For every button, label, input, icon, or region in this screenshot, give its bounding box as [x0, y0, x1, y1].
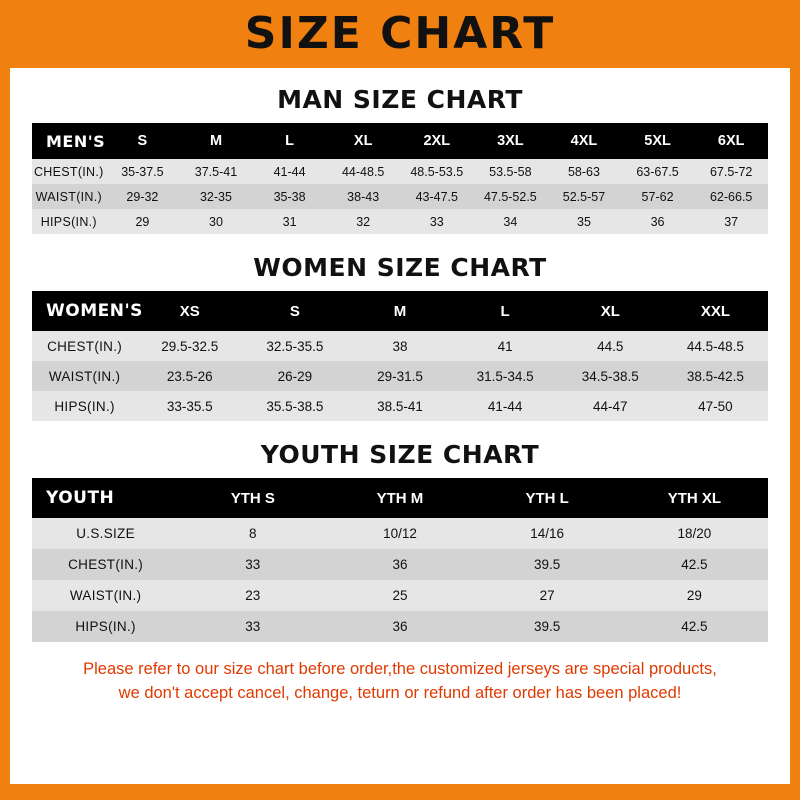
- footer-note-line2: we don't accept cancel, change, teturn or refund after order has been placed!: [118, 683, 682, 702]
- table-row: [32, 159, 768, 184]
- table-cell: 58-63: [567, 164, 600, 179]
- women-row-label-hips: HIPS(IN.): [54, 398, 115, 414]
- women-table-body: [32, 331, 768, 421]
- table-cell: 39.5: [534, 619, 561, 634]
- youth-col-s: YTH S: [230, 489, 275, 507]
- table-cell: 67.5-72: [709, 164, 753, 179]
- table-cell: 42.5: [681, 619, 708, 634]
- youth-col-xl: YTH XL: [667, 489, 722, 507]
- youth-col-m: YTH M: [376, 489, 424, 507]
- table-cell: 41: [497, 338, 513, 354]
- table-cell: 35.5-38.5: [266, 398, 324, 414]
- table-cell: 34: [503, 214, 518, 229]
- man-size-table: [32, 123, 768, 234]
- table-cell: 41-44: [273, 164, 306, 179]
- youth-section-title: YOUTH SIZE CHART: [260, 440, 540, 469]
- table-header-row: [32, 291, 768, 331]
- table-row: [32, 549, 768, 580]
- table-cell: 14/16: [530, 526, 565, 541]
- women-col-xxl: XXL: [700, 302, 731, 320]
- footer-note: [32, 658, 768, 706]
- table-cell: 29.5-32.5: [161, 338, 219, 354]
- man-col-l: L: [285, 133, 294, 149]
- table-row: [32, 518, 768, 549]
- youth-col-l: YTH L: [525, 489, 569, 507]
- table-cell: 29: [135, 214, 150, 229]
- women-table-header: [32, 291, 768, 331]
- women-size-table: [32, 291, 768, 421]
- table-cell: 36: [392, 619, 408, 634]
- table-cell: 32.5-35.5: [266, 338, 324, 354]
- table-cell: 47-50: [698, 398, 733, 414]
- table-cell: 33-35.5: [166, 398, 213, 414]
- table-cell: 38.5-41: [377, 398, 423, 414]
- man-col-m: M: [209, 133, 223, 149]
- women-col-m: M: [393, 302, 407, 320]
- table-header-row: [32, 478, 768, 518]
- table-cell: 23.5-26: [166, 368, 213, 384]
- table-cell: 62-66.5: [709, 189, 753, 204]
- youth-size-table: [32, 478, 768, 642]
- table-cell: 42.5: [681, 557, 708, 572]
- table-cell: 35-37.5: [121, 164, 164, 179]
- women-corner-label: WOMEN'S: [46, 301, 143, 321]
- youth-table-header: [32, 478, 768, 518]
- banner: [0, 0, 800, 68]
- man-col-5xl: 5XL: [644, 133, 671, 149]
- table-cell: 29-31.5: [377, 368, 423, 384]
- youth-row-label-waist: WAIST(IN.): [69, 588, 142, 603]
- table-header-row: [32, 123, 768, 159]
- man-section-title: MAN SIZE CHART: [277, 85, 523, 114]
- man-col-xl: XL: [353, 133, 373, 149]
- table-row: [32, 209, 768, 234]
- table-row: [32, 361, 768, 391]
- table-cell: 8: [249, 526, 257, 541]
- table-cell: 44.5-48.5: [686, 338, 744, 354]
- table-cell: 32-35: [199, 189, 232, 204]
- table-row: [32, 184, 768, 209]
- table-cell: 38: [392, 338, 408, 354]
- table-cell: 33: [245, 619, 261, 634]
- table-row: [32, 611, 768, 642]
- women-row-label-chest: CHEST(IN.): [47, 338, 123, 354]
- table-cell: 37.5-41: [194, 164, 238, 179]
- table-cell: 44.5: [597, 338, 624, 354]
- table-cell: 29-32: [126, 189, 159, 204]
- table-cell: 44-48.5: [341, 164, 385, 179]
- table-cell: 36: [392, 557, 408, 572]
- table-cell: 35: [577, 214, 591, 229]
- table-cell: 43-47.5: [415, 189, 458, 204]
- table-cell: 26-29: [277, 368, 313, 384]
- man-col-6xl: 6XL: [717, 133, 745, 149]
- man-col-4xl: 4XL: [570, 133, 598, 149]
- women-col-xl: XL: [600, 302, 620, 320]
- man-col-2xl: 2XL: [423, 133, 451, 149]
- table-cell: 35-38: [273, 189, 306, 204]
- table-cell: 32: [356, 214, 371, 229]
- table-cell: 23: [245, 588, 261, 603]
- table-cell: 53.5-58: [489, 164, 532, 179]
- women-col-xs: XS: [179, 302, 200, 320]
- women-col-l: L: [500, 302, 510, 320]
- table-cell: 31.5-34.5: [476, 368, 534, 384]
- table-row: [32, 331, 768, 361]
- table-cell: 29: [686, 588, 702, 603]
- table-cell: 57-62: [641, 189, 674, 204]
- content-area: [10, 68, 790, 784]
- women-col-s: S: [289, 302, 300, 320]
- man-table-body: [32, 159, 768, 234]
- man-row-label-chest: CHEST(IN.): [33, 164, 104, 179]
- table-row: [32, 580, 768, 611]
- youth-table-body: [32, 518, 768, 642]
- table-cell: 18/20: [677, 526, 712, 541]
- youth-corner-label: YOUTH: [46, 488, 115, 508]
- table-cell: 38.5-42.5: [686, 368, 744, 384]
- table-cell: 36: [650, 214, 665, 229]
- man-table-header: [32, 123, 768, 159]
- table-cell: 47.5-52.5: [483, 189, 537, 204]
- table-cell: 48.5-53.5: [410, 164, 464, 179]
- youth-row-label-hips: HIPS(IN.): [75, 619, 136, 634]
- table-cell: 44-47: [593, 398, 628, 414]
- footer-note-line1: Please refer to our size chart before order,the customized jerseys are special products,: [83, 660, 717, 678]
- table-cell: 38-43: [347, 189, 380, 204]
- table-cell: 33: [429, 214, 444, 229]
- table-row: [32, 391, 768, 421]
- page-title: SIZE CHART: [244, 8, 556, 59]
- table-cell: 30: [209, 214, 223, 229]
- man-col-3xl: 3XL: [497, 133, 524, 149]
- youth-row-label-chest: CHEST(IN.): [68, 557, 144, 572]
- youth-row-label-ussize: U.S.SIZE: [76, 526, 135, 541]
- women-row-label-waist: WAIST(IN.): [48, 368, 121, 384]
- table-cell: 31: [282, 214, 297, 229]
- man-col-s: S: [137, 133, 148, 149]
- table-cell: 25: [392, 588, 408, 603]
- table-cell: 37: [724, 214, 739, 229]
- man-row-label-waist: WAIST(IN.): [35, 189, 102, 204]
- table-cell: 39.5: [534, 557, 561, 572]
- table-cell: 41-44: [487, 398, 523, 414]
- table-cell: 34.5-38.5: [581, 368, 639, 384]
- table-cell: 33: [245, 557, 261, 572]
- table-cell: 52.5-57: [562, 189, 606, 204]
- table-cell: 10/12: [383, 526, 417, 541]
- bottom-accent-bar: [0, 784, 800, 800]
- women-section-title: WOMEN SIZE CHART: [253, 253, 547, 282]
- man-corner-label: MEN'S: [46, 131, 106, 151]
- table-cell: 63-67.5: [636, 164, 679, 179]
- man-row-label-hips: HIPS(IN.): [40, 214, 97, 229]
- table-cell: 27: [539, 588, 555, 603]
